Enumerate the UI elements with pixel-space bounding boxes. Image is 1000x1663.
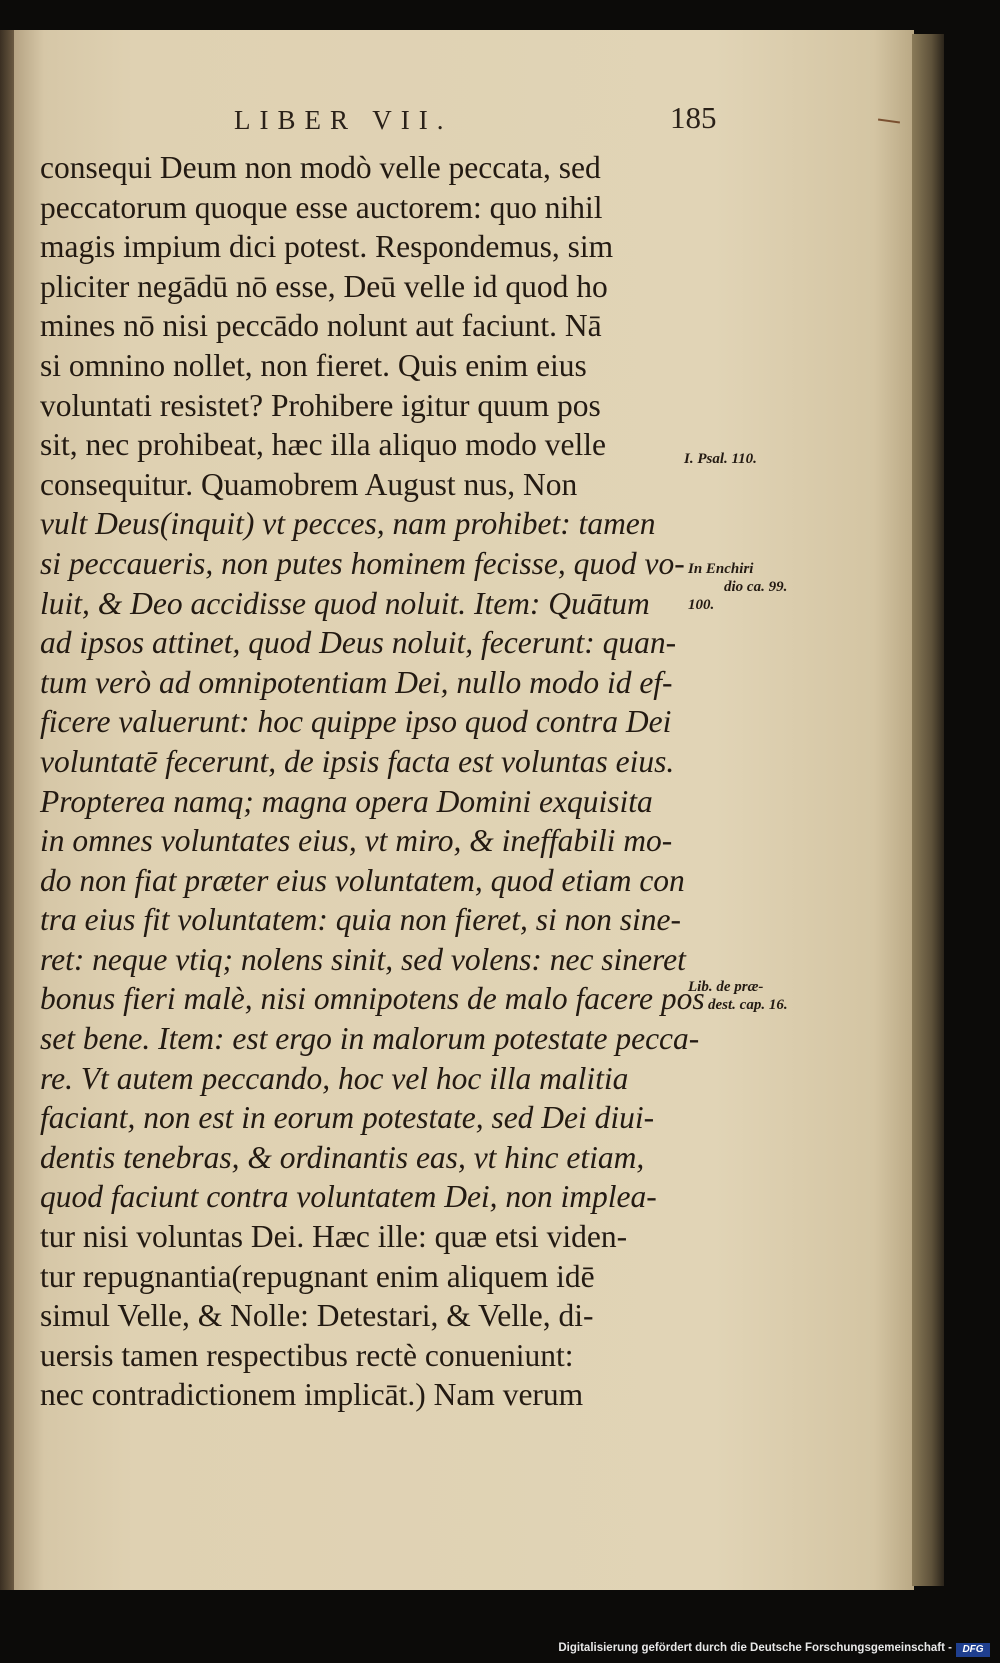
text-line: do non fiat præter eius voluntatem, quod etiam con (40, 862, 685, 898)
text-line: sit, nec prohibeat, hæc illa aliquo modo velle (40, 427, 606, 463)
text-line: ret: neque vtiq; nolens sinit, sed volens: nec sineret (40, 941, 686, 977)
text-line: dentis tenebras, & ordinantis eas, vt hinc etiam, (40, 1139, 645, 1175)
text-line: ad ipsos attinet, quod Deus noluit, fecerunt: quan- (40, 625, 677, 661)
text-line: consequi Deum non modò velle peccata, sed (40, 150, 601, 185)
text-line: consequitur. Quamobrem August nus, Non (40, 466, 578, 502)
digitization-footer (0, 1640, 1000, 1663)
text-line: voluntati resistet? Prohibere igitur quum pos (40, 387, 601, 423)
margin-note-line: I. Psal. 110. (684, 451, 757, 467)
margin-note-line: 100. (688, 597, 715, 613)
book-page (14, 30, 914, 1590)
text-line: tra eius fit voluntatem: quia non fieret, si non sine- (40, 902, 682, 938)
text-line: tur nisi voluntas Dei. Hæc ille: quæ etsi viden- (40, 1219, 628, 1255)
text-line: tum verò ad omnipotentiam Dei, nullo modo id ef- (40, 664, 673, 700)
margin-notes (14, 30, 914, 1590)
margin-note (684, 450, 757, 468)
text-line: Propterea namq; magna opera Domini exquisita (40, 783, 653, 819)
text-line: tur repugnantia(repugnant enim aliquem idē (40, 1258, 595, 1294)
page-number: 185 (670, 100, 717, 135)
funding-credit: Digitalisierung gefördert durch die Deutsche Forschungsgemeinschaft - (558, 1642, 952, 1654)
text-line: simul Velle, & Nolle: Detestari, & Velle, di- (40, 1298, 594, 1334)
text-line: ficere valuerunt: hoc quippe ipso quod contra Dei (40, 704, 672, 740)
text-line: quod faciunt contra voluntatem Dei, non implea- (40, 1179, 657, 1215)
text-line: in omnes voluntates eius, vt miro, & ineffabili mo- (40, 823, 673, 859)
text-line: pliciter negādū nō esse, Deū velle id quod ho (40, 268, 608, 304)
margin-note-line: In Enchiri (688, 561, 754, 577)
text-line: bonus fieri malè, nisi omnipotens de malo facere pos (40, 981, 705, 1017)
text-line: set bene. Item: est ergo in malorum potestate pecca- (40, 1021, 700, 1057)
text-line: mines nō nisi peccādo nolunt aut faciunt. Nā (40, 308, 602, 344)
margin-note-line: Lib. de præ- (688, 979, 764, 995)
text-line: magis impium dici potest. Respondemus, sim (40, 229, 614, 265)
text-line: luit, & Deo accidisse quod noluit. Item: Quātum (40, 585, 650, 621)
dfg-logo: DFG (956, 1643, 990, 1657)
margin-note-line: dest. cap. 16. (708, 997, 788, 1013)
text-line: peccatorum quoque esse auctorem: quo nihil (40, 189, 603, 225)
text-line: si omnino nollet, non fieret. Quis enim eius (40, 347, 587, 383)
text-line: faciant, non est in eorum potestate, sed Dei diui- (40, 1100, 655, 1136)
margin-note (688, 978, 788, 1014)
page-edge (912, 34, 944, 1586)
running-head: LIBER VII. (234, 105, 453, 135)
margin-note-line: dio ca. 99. (724, 579, 788, 595)
text-line: nec contradictionem implicāt.) Nam verum (40, 1377, 584, 1413)
text-line: si peccaueris, non putes hominem fecisse, quod vo- (40, 545, 685, 581)
text-line: re. Vt autem peccando, hoc vel hoc illa malitia (40, 1060, 629, 1096)
book-spine (0, 30, 14, 1590)
margin-note (688, 560, 787, 614)
text-line: uersis tamen respectibus rectè conueniunt: (40, 1337, 574, 1373)
text-line: voluntatē fecerunt, de ipsis facta est voluntas eius. (40, 743, 675, 779)
text-line: vult Deus(inquit) vt pecces, nam prohibet: tamen (40, 506, 656, 542)
